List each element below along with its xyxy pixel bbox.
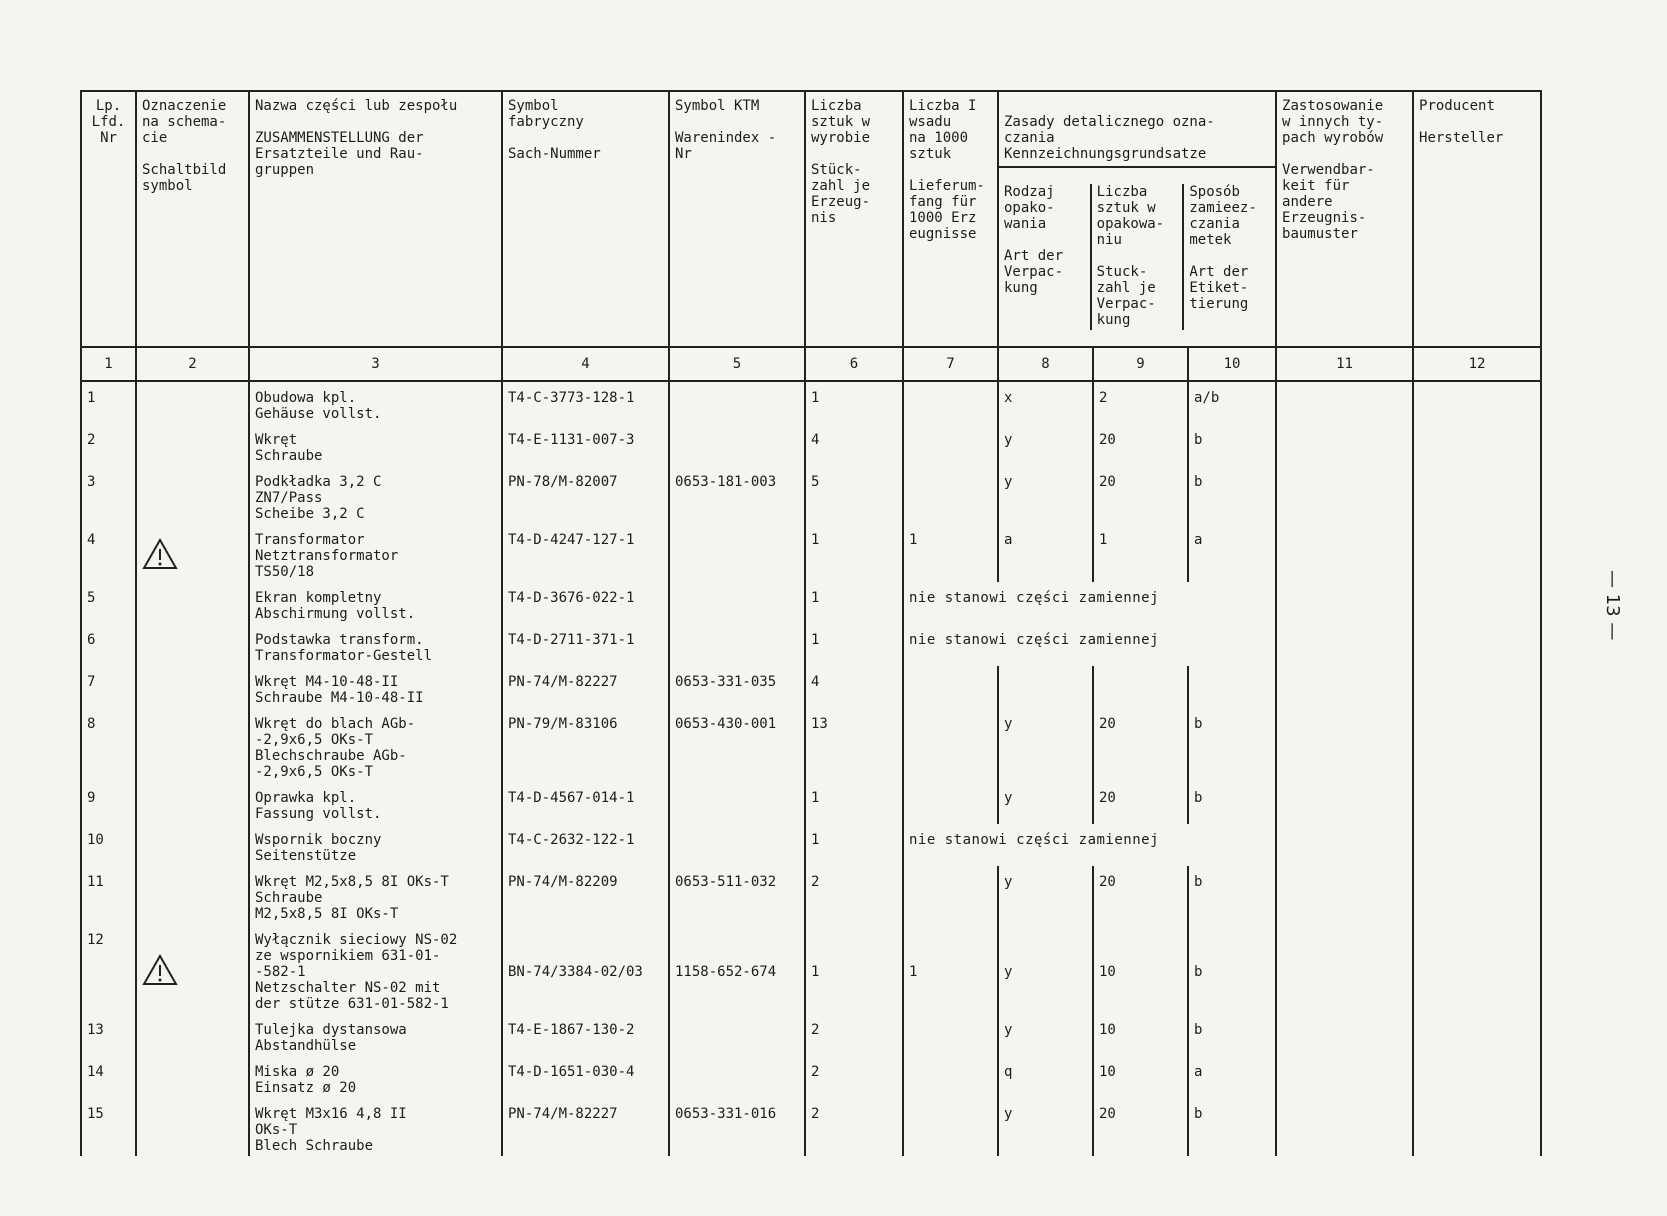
row-schema-symbol xyxy=(136,381,249,424)
row-factory-symbol: PN-74/M-82227 xyxy=(502,666,669,708)
row-lp: 15 xyxy=(81,1098,136,1156)
column-number: 7 xyxy=(903,347,998,381)
row-factory-symbol: T4-C-2632-122-1 xyxy=(502,824,669,866)
header-factory-symbol: Symbol fabryczny Sach-Nummer xyxy=(502,91,669,347)
header-qty-per-product: Liczba sztuk w wyrobie Stück- zahl je Erzeug- nis xyxy=(805,91,903,347)
row-factory-symbol: T4-D-4567-014-1 xyxy=(502,782,669,824)
row-labelling: a xyxy=(1188,524,1276,582)
row-schema-symbol xyxy=(136,1098,249,1156)
warning-triangle-icon xyxy=(142,538,178,570)
row-schema-symbol xyxy=(136,666,249,708)
row-ktm-symbol xyxy=(669,782,805,824)
row-pack-type xyxy=(998,666,1093,708)
row-labelling: b xyxy=(1188,466,1276,524)
header-marking-title: Zasady detalicznego ozna- czania Kennzeichnungsgrundsatze xyxy=(999,108,1275,168)
row-ktm-symbol: 0653-331-016 xyxy=(669,1098,805,1156)
row-schema-symbol xyxy=(136,466,249,524)
row-note: nie stanowi części zamiennej xyxy=(903,824,1276,866)
row-lp: 10 xyxy=(81,824,136,866)
row-lot xyxy=(903,381,998,424)
row-producer xyxy=(1413,1098,1541,1156)
column-number: 12 xyxy=(1413,347,1541,381)
row-producer xyxy=(1413,824,1541,866)
column-number: 10 xyxy=(1188,347,1276,381)
table-row xyxy=(81,1098,1541,1156)
row-schema-symbol xyxy=(136,866,249,924)
row-qty: 1 xyxy=(805,582,903,624)
column-number-row xyxy=(81,347,1541,381)
parts-table-body xyxy=(81,347,1541,1156)
row-lot xyxy=(903,424,998,466)
row-ktm-symbol: 0653-331-035 xyxy=(669,666,805,708)
table-row xyxy=(81,582,1541,624)
header-marking-subcolumns xyxy=(999,184,1275,330)
row-lp: 14 xyxy=(81,1056,136,1098)
row-schema-symbol xyxy=(136,424,249,466)
row-schema-symbol xyxy=(136,782,249,824)
row-qty: 1 xyxy=(805,824,903,866)
row-ktm-symbol: 0653-430-001 xyxy=(669,708,805,782)
row-ktm-symbol xyxy=(669,624,805,666)
row-ktm-symbol xyxy=(669,1056,805,1098)
row-lp: 11 xyxy=(81,866,136,924)
row-labelling: b xyxy=(1188,866,1276,924)
row-other-usage xyxy=(1276,1056,1413,1098)
row-producer xyxy=(1413,381,1541,424)
row-qty: 2 xyxy=(805,866,903,924)
column-number: 8 xyxy=(998,347,1093,381)
row-part-name: Wspornik boczny Seitenstütze xyxy=(249,824,502,866)
row-labelling: b xyxy=(1188,1014,1276,1056)
header-lp: Lp. Lfd. Nr xyxy=(81,91,136,347)
row-lp: 9 xyxy=(81,782,136,824)
row-schema-symbol xyxy=(136,582,249,624)
header-ktm-symbol: Symbol KTM Warenindex - Nr xyxy=(669,91,805,347)
row-other-usage xyxy=(1276,424,1413,466)
column-number: 1 xyxy=(81,347,136,381)
row-lot xyxy=(903,1014,998,1056)
row-other-usage xyxy=(1276,782,1413,824)
row-lp: 13 xyxy=(81,1014,136,1056)
table-row xyxy=(81,924,1541,1014)
row-producer xyxy=(1413,1014,1541,1056)
row-labelling: b xyxy=(1188,708,1276,782)
row-qty: 2 xyxy=(805,1014,903,1056)
row-lot xyxy=(903,1098,998,1156)
row-part-name: Obudowa kpl. Gehäuse vollst. xyxy=(249,381,502,424)
row-producer xyxy=(1413,866,1541,924)
row-lot xyxy=(903,466,998,524)
row-lp: 4 xyxy=(81,524,136,582)
row-other-usage xyxy=(1276,624,1413,666)
row-producer xyxy=(1413,524,1541,582)
table-row xyxy=(81,466,1541,524)
row-pack-type: a xyxy=(998,524,1093,582)
row-qty: 1 xyxy=(805,624,903,666)
row-qty: 1 xyxy=(805,924,903,1014)
row-part-name: Transformator Netztransformator TS50/18 xyxy=(249,524,502,582)
row-part-name: Podkładka 3,2 C ZN7/Pass Scheibe 3,2 C xyxy=(249,466,502,524)
row-qty: 4 xyxy=(805,666,903,708)
column-number: 9 xyxy=(1093,347,1188,381)
row-part-name: Wyłącznik sieciowy NS-02 ze wspornikiem 631-01- -582-1 Netzschalter NS-02 mit der stütze 631-01-582-1 xyxy=(249,924,502,1014)
row-part-name: Miska ø 20 Einsatz ø 20 xyxy=(249,1056,502,1098)
row-part-name: Wkręt M3x16 4,8 II OKs-T Blech Schraube xyxy=(249,1098,502,1156)
row-pack-type: y xyxy=(998,708,1093,782)
row-qty-per-pack: 20 xyxy=(1093,1098,1188,1156)
row-qty-per-pack: 10 xyxy=(1093,1014,1188,1056)
row-lp: 8 xyxy=(81,708,136,782)
row-qty: 5 xyxy=(805,466,903,524)
table-row xyxy=(81,782,1541,824)
table-row xyxy=(81,424,1541,466)
row-labelling: b xyxy=(1188,782,1276,824)
row-qty: 2 xyxy=(805,1056,903,1098)
row-lot xyxy=(903,866,998,924)
row-producer xyxy=(1413,708,1541,782)
row-producer xyxy=(1413,666,1541,708)
column-number: 6 xyxy=(805,347,903,381)
row-pack-type: y xyxy=(998,866,1093,924)
row-lot: 1 xyxy=(903,924,998,1014)
row-note: nie stanowi części zamiennej xyxy=(903,582,1276,624)
row-qty-per-pack: 20 xyxy=(1093,782,1188,824)
table-row xyxy=(81,866,1541,924)
row-other-usage xyxy=(1276,1014,1413,1056)
row-qty-per-pack: 10 xyxy=(1093,1056,1188,1098)
row-other-usage xyxy=(1276,582,1413,624)
row-factory-symbol: T4-D-2711-371-1 xyxy=(502,624,669,666)
row-other-usage xyxy=(1276,381,1413,424)
page-number: — 13 — xyxy=(1602,570,1623,641)
row-factory-symbol: PN-74/M-82227 xyxy=(502,1098,669,1156)
row-labelling: a xyxy=(1188,1056,1276,1098)
row-lot xyxy=(903,782,998,824)
column-number: 2 xyxy=(136,347,249,381)
table-row xyxy=(81,381,1541,424)
row-schema-symbol xyxy=(136,824,249,866)
row-lot: 1 xyxy=(903,524,998,582)
table-row xyxy=(81,1056,1541,1098)
row-schema-symbol xyxy=(136,924,249,1014)
row-qty-per-pack: 10 xyxy=(1093,924,1188,1014)
row-pack-type: y xyxy=(998,1098,1093,1156)
row-factory-symbol: T4-D-3676-022-1 xyxy=(502,582,669,624)
row-lp: 6 xyxy=(81,624,136,666)
row-part-name: Tulejka dystansowa Abstandhülse xyxy=(249,1014,502,1056)
row-ktm-symbol xyxy=(669,524,805,582)
row-factory-symbol: T4-D-4247-127-1 xyxy=(502,524,669,582)
row-lp: 5 xyxy=(81,582,136,624)
row-pack-type: y xyxy=(998,782,1093,824)
row-lot xyxy=(903,708,998,782)
row-factory-symbol: T4-E-1131-007-3 xyxy=(502,424,669,466)
table-row xyxy=(81,524,1541,582)
row-ktm-symbol xyxy=(669,424,805,466)
row-factory-symbol: BN-74/3384-02/03 xyxy=(502,924,669,1014)
row-lp: 3 xyxy=(81,466,136,524)
column-number: 11 xyxy=(1276,347,1413,381)
row-ktm-symbol xyxy=(669,824,805,866)
row-factory-symbol: T4-C-3773-128-1 xyxy=(502,381,669,424)
row-part-name: Wkręt M4-10-48-II Schraube M4-10-48-II xyxy=(249,666,502,708)
row-other-usage xyxy=(1276,866,1413,924)
row-schema-symbol xyxy=(136,1056,249,1098)
row-lot xyxy=(903,1056,998,1098)
row-schema-symbol xyxy=(136,524,249,582)
row-schema-symbol xyxy=(136,1014,249,1056)
row-pack-type: q xyxy=(998,1056,1093,1098)
header-lot-per-1000: Liczba I wsadu na 1000 sztuk Lieferum- fang für 1000 Erz eugnisse xyxy=(903,91,998,347)
row-qty-per-pack xyxy=(1093,666,1188,708)
row-other-usage xyxy=(1276,1098,1413,1156)
row-ktm-symbol: 0653-511-032 xyxy=(669,866,805,924)
table-row xyxy=(81,666,1541,708)
header-marking-group xyxy=(998,91,1276,347)
row-part-name: Oprawka kpl. Fassung vollst. xyxy=(249,782,502,824)
row-labelling: b xyxy=(1188,924,1276,1014)
row-factory-symbol: T4-D-1651-030-4 xyxy=(502,1056,669,1098)
row-part-name: Podstawka transform. Transformator-Gestell xyxy=(249,624,502,666)
header-producer: Producent Hersteller xyxy=(1413,91,1541,347)
header-pack-type: Rodzaj opako- wania Art der Verpac- kung xyxy=(1004,184,1064,296)
row-qty: 4 xyxy=(805,424,903,466)
header-other-usage: Zastosowanie w innych ty- pach wyrobów Verwendbar- keit für andere Erzeugnis- baumuster xyxy=(1276,91,1413,347)
row-labelling: b xyxy=(1188,424,1276,466)
row-other-usage xyxy=(1276,666,1413,708)
row-part-name: Wkręt M2,5x8,5 8I OKs-T Schraube M2,5x8,5 8I OKs-T xyxy=(249,866,502,924)
row-producer xyxy=(1413,624,1541,666)
column-number: 5 xyxy=(669,347,805,381)
row-producer xyxy=(1413,1056,1541,1098)
row-qty-per-pack: 20 xyxy=(1093,424,1188,466)
table-row xyxy=(81,1014,1541,1056)
row-factory-symbol: PN-78/M-82007 xyxy=(502,466,669,524)
row-pack-type: y xyxy=(998,1014,1093,1056)
row-producer xyxy=(1413,782,1541,824)
row-factory-symbol: T4-E-1867-130-2 xyxy=(502,1014,669,1056)
row-ktm-symbol: 1158-652-674 xyxy=(669,924,805,1014)
column-number: 4 xyxy=(502,347,669,381)
row-other-usage xyxy=(1276,466,1413,524)
parts-table xyxy=(80,90,1542,1156)
table-row xyxy=(81,624,1541,666)
row-ktm-symbol xyxy=(669,381,805,424)
row-factory-symbol: PN-74/M-82209 xyxy=(502,866,669,924)
row-producer xyxy=(1413,924,1541,1014)
row-producer xyxy=(1413,582,1541,624)
row-other-usage xyxy=(1276,924,1413,1014)
row-qty-per-pack: 20 xyxy=(1093,866,1188,924)
row-schema-symbol xyxy=(136,624,249,666)
row-qty: 2 xyxy=(805,1098,903,1156)
column-number: 3 xyxy=(249,347,502,381)
row-qty: 1 xyxy=(805,381,903,424)
row-qty-per-pack: 20 xyxy=(1093,708,1188,782)
warning-triangle-icon xyxy=(142,954,178,986)
row-other-usage xyxy=(1276,824,1413,866)
row-lot xyxy=(903,666,998,708)
row-lp: 2 xyxy=(81,424,136,466)
header-qty-per-pack: Liczba sztuk w opakowa- niu Stuck- zahl je Verpac- kung xyxy=(1090,184,1183,330)
row-part-name: Wkręt do blach AGb- -2,9x6,5 OKs-T Blechschraube AGb- -2,9x6,5 OKs-T xyxy=(249,708,502,782)
row-ktm-symbol xyxy=(669,582,805,624)
row-pack-type: y xyxy=(998,924,1093,1014)
row-qty: 1 xyxy=(805,524,903,582)
row-schema-symbol xyxy=(136,708,249,782)
row-pack-type: y xyxy=(998,466,1093,524)
row-factory-symbol: PN-79/M-83106 xyxy=(502,708,669,782)
row-other-usage xyxy=(1276,708,1413,782)
row-producer xyxy=(1413,424,1541,466)
row-note: nie stanowi części zamiennej xyxy=(903,624,1276,666)
header-part-name: Nazwa części lub zespołu ZUSAMMENSTELLUNG der Ersatzteile und Rau- gruppen xyxy=(249,91,502,347)
row-lp: 12 xyxy=(81,924,136,1014)
row-qty-per-pack: 20 xyxy=(1093,466,1188,524)
row-qty: 1 xyxy=(805,782,903,824)
row-labelling: b xyxy=(1188,1098,1276,1156)
row-qty-per-pack: 1 xyxy=(1093,524,1188,582)
header-labelling: Sposób zamieez- czania metek Art der Etiket- tierung xyxy=(1182,184,1275,330)
row-qty-per-pack: 2 xyxy=(1093,381,1188,424)
row-lp: 7 xyxy=(81,666,136,708)
row-lp: 1 xyxy=(81,381,136,424)
row-other-usage xyxy=(1276,524,1413,582)
row-labelling: a/b xyxy=(1188,381,1276,424)
row-part-name: Ekran kompletny Abschirmung vollst. xyxy=(249,582,502,624)
table-row xyxy=(81,824,1541,866)
header-schema-symbol: Oznaczenie na schema- cie Schaltbild symbol xyxy=(136,91,249,347)
row-producer xyxy=(1413,466,1541,524)
row-labelling xyxy=(1188,666,1276,708)
row-ktm-symbol xyxy=(669,1014,805,1056)
row-ktm-symbol: 0653-181-003 xyxy=(669,466,805,524)
row-qty: 13 xyxy=(805,708,903,782)
row-part-name: Wkręt Schraube xyxy=(249,424,502,466)
table-row xyxy=(81,708,1541,782)
row-pack-type: x xyxy=(998,381,1093,424)
row-pack-type: y xyxy=(998,424,1093,466)
